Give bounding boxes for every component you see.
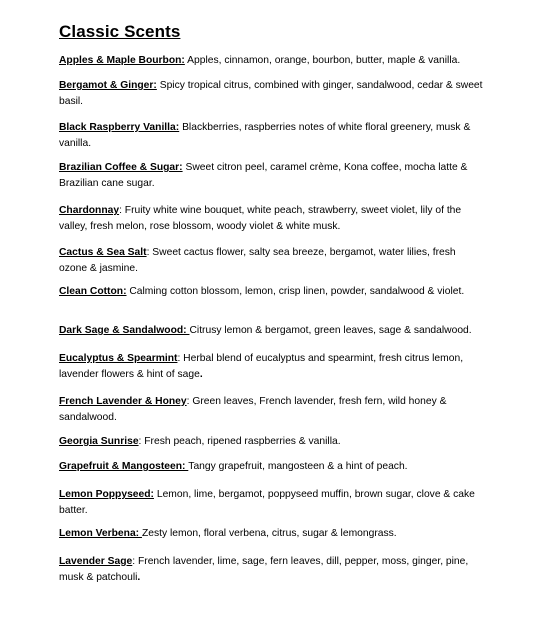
scent-name: Eucalyptus & Spearmint [59,353,178,364]
scent-name: Apples & Maple Bourbon: [59,55,185,66]
scent-name: Black Raspberry Vanilla: [59,122,180,133]
scent-description: Spicy tropical citrus, combined with ginger, sandalwood, cedar & sweet basil. [59,80,483,107]
scent-name: Grapefruit & Mangosteen: [59,461,189,472]
scent-description: : Green leaves, French lavender, fresh fern, wild honey & sandalwood. [59,396,447,423]
scent-name: Cactus & Sea Salt [59,247,147,258]
scent-entry [59,323,483,339]
page-title: Classic Scents [59,22,181,41]
scent-description: Citrusy lemon & bergamot, green leaves, sage & sandalwood. [189,325,472,336]
scent-name: Lemon Poppyseed: [59,489,154,500]
scent-entry [59,120,483,151]
scent-description: Sweet citron peel, caramel crème, Kona coffee, mocha latte & Brazilian cane sugar. [59,162,468,189]
scent-name: Dark Sage & Sandalwood: [59,325,190,336]
scent-name: Clean Cotton: [59,286,127,297]
scent-name: Lavender Sage [59,556,133,567]
scent-entry [59,554,483,585]
scent-description: Lemon, lime, bergamot, poppyseed muffin, brown sugar, clove & cake batter. [59,489,475,516]
scent-entry [59,487,483,518]
scent-description: : Herbal blend of eucalyptus and spearmint, fresh citrus lemon, lavender flowers & hint of sage [59,353,464,380]
scent-description: Calming cotton blossom, lemon, crisp linen, powder, sandalwood & violet. [126,286,465,297]
scent-entry [59,203,483,234]
scent-description-end: . [137,571,141,583]
scent-description-end: . [199,368,203,380]
scent-entry [59,526,483,542]
scent-description: : Fruity white wine bouquet, white peach, strawberry, sweet violet, lily of the valley, fresh melon, rose blossom, woody violet & white musk. [59,205,462,232]
scent-description: : Fresh peach, ripened raspberries & vanilla. [138,436,341,447]
scent-entry [59,459,483,475]
scent-entry [59,284,483,300]
scent-entry [59,160,483,191]
scent-name: Brazilian Coffee & Sugar: [59,162,183,173]
scent-entry [59,351,483,382]
scent-entry [59,245,483,276]
scent-entry [59,53,483,69]
scent-description: Apples, cinnamon, orange, bourbon, butter, maple & vanilla. [184,55,461,66]
scent-description: Tangy grapefruit, mangosteen & a hint of peach. [188,461,408,472]
scent-description: Zesty lemon, floral verbena, citrus, sugar & lemongrass. [141,528,397,539]
scent-entry [59,394,483,425]
scent-entry [59,78,483,109]
scent-name: Chardonnay [59,205,120,216]
scent-description: Blackberries, raspberries notes of white floral greenery, musk & vanilla. [59,122,471,149]
scent-name: Bergamot & Ginger: [59,80,157,91]
scent-description: : Sweet cactus flower, salty sea breeze, bergamot, water lilies, fresh ozone & jasmine. [59,247,456,274]
scent-name: French Lavender & Honey [59,396,187,407]
scent-entry [59,434,483,450]
scent-description: : French lavender, lime, sage, fern leaves, dill, pepper, moss, ginger, pine, musk & patchouli [59,556,469,583]
scent-name: Georgia Sunrise [59,436,139,447]
scent-name: Lemon Verbena: [59,528,142,539]
